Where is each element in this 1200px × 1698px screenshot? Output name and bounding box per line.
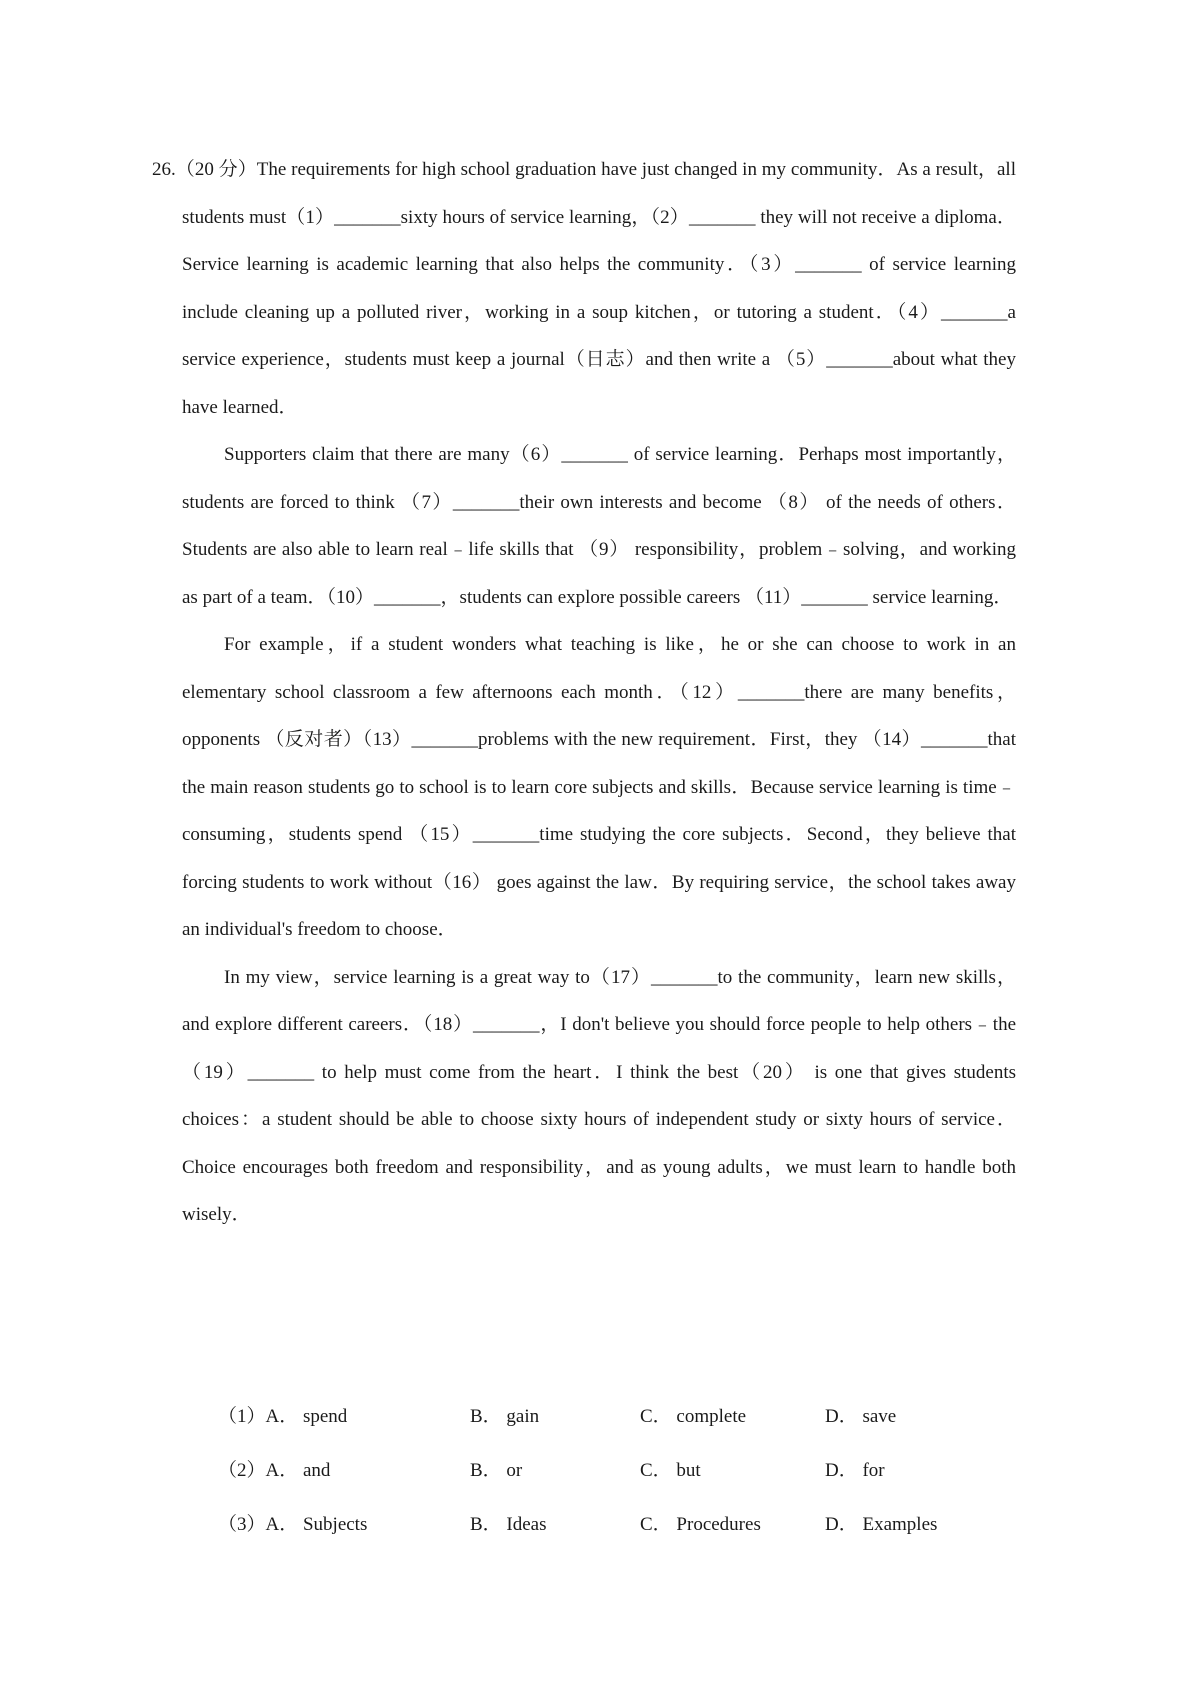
option-1-c: C． complete [640, 1406, 747, 1427]
option-3-d: D． Examples [825, 1514, 938, 1535]
option-3-a: （3）A． Subjects [218, 1514, 368, 1535]
option-1-a: （1）A． spend [218, 1406, 348, 1427]
answer-options [218, 1390, 978, 1552]
option-2-c: C． but [640, 1460, 701, 1481]
passage-paragraph-2: Supporters claim that there are many（6）_______ of service learning．Perhaps most importantly，students are forced to think （7）_______their own interests and become （8） of the needs of others．Students are also able to learn real﹣life skills that （9） responsibility，problem﹣solving，and working as part of a team．（10）_______，students can explore possible careers （11）_______ service learning． [182, 444, 1016, 608]
option-row-3 [218, 1498, 978, 1552]
option-1-d: D． save [825, 1406, 897, 1427]
passage-paragraph-4: In my view，service learning is a great way to（17）_______to the community，learn new skills，and explore different careers．（18）_______，I don't believe you should force people to help others﹣the （19）_______ to help must come from the heart．I think the best（20） is one that gives students choices：a student should be able to choose sixty hours of independent study or sixty hours of service．Choice encourages both freedom and responsibility，and as young adults，we must learn to handle both wisely． [182, 966, 1016, 1225]
option-1-b: B． gain [470, 1406, 540, 1427]
passage-paragraph-1: 26.（20 分）The requirements for high school graduation have just changed in my community．As a result，all students must（1）_______sixty hours of service learning，（2）_______ they will not receive a diploma．Service learning is academic learning that also helps the community．（3）_______ of service learning include cleaning up a polluted river，working in a soup kitchen，or tutoring a student．（4）_______a service experience，students must keep a journal（日志）and then write a （5）_______about what they have learned． [152, 159, 1016, 418]
cloze-passage [152, 146, 1016, 1239]
option-2-a: （2）A． and [218, 1460, 331, 1481]
passage-paragraph-3: For example，if a student wonders what teaching is like，he or she can choose to work in an elementary school classroom a few afternoons each month．（12）_______there are many benefits，opponents （反对者）（13）_______problems with the new requirement．First，they （14）_______that the main reason students go to school is to learn core subjects and skills．Because service learning is time﹣consuming，students spend （15）_______time studying the core subjects．Second，they believe that forcing students to work without（16） goes against the law．By requiring service，the school takes away an individual's freedom to choose． [182, 634, 1016, 940]
option-3-c: C． Procedures [640, 1514, 761, 1535]
option-row-1 [218, 1390, 978, 1444]
option-2-d: D． for [825, 1460, 885, 1481]
option-row-2 [218, 1444, 978, 1498]
option-2-b: B． or [470, 1460, 523, 1481]
option-3-b: B． Ideas [470, 1514, 547, 1535]
